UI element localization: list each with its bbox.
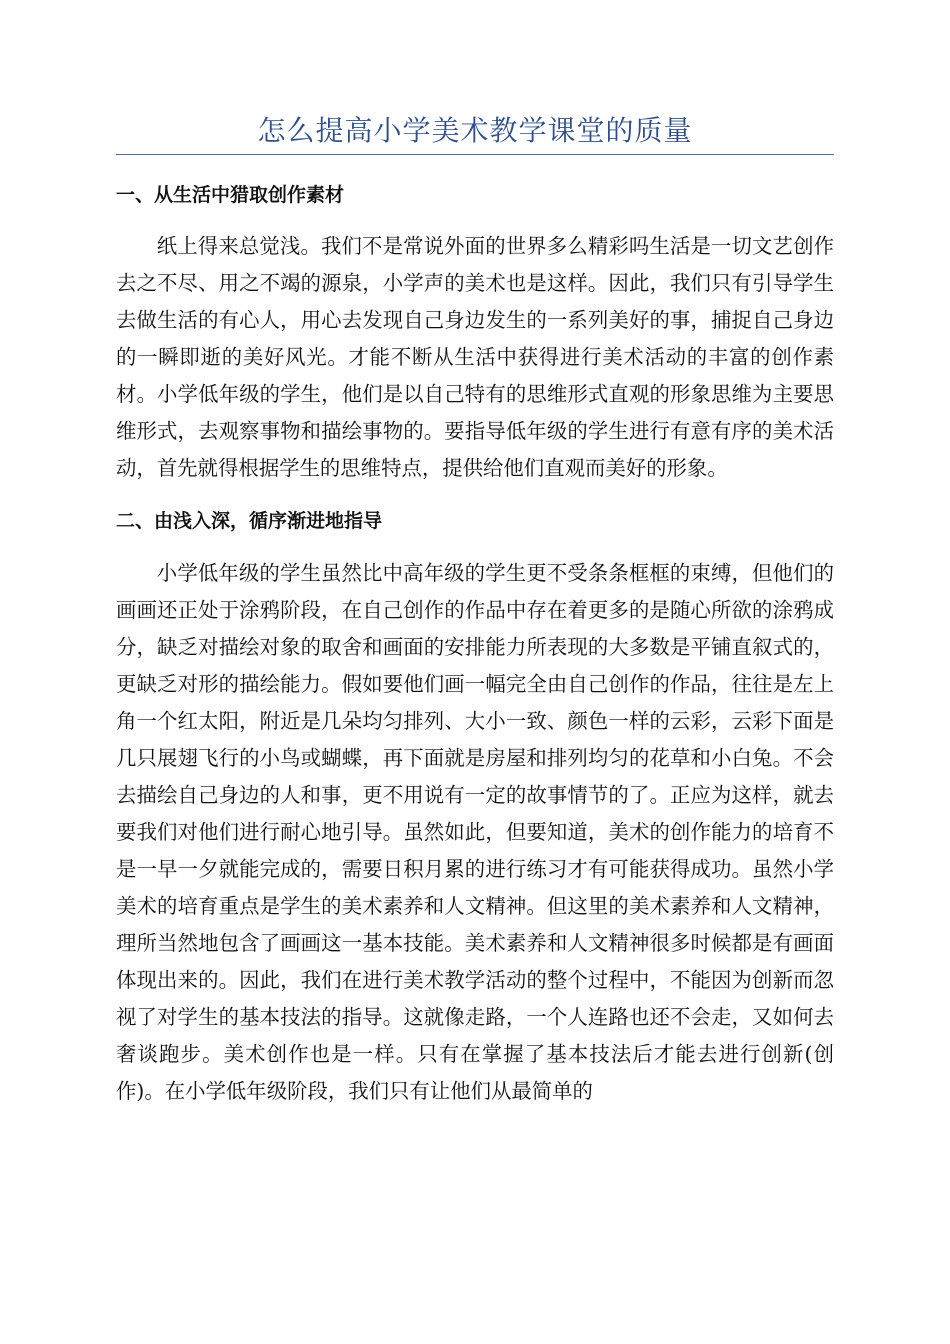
- section-paragraph: 纸上得来总觉浅。我们不是常说外面的世界多么精彩吗生活是一切文艺创作去之不尽、用之不竭的源泉，小学声的美术也是这样。因此，我们只有引导学生去做生活的有心人，用心去发现自己身边发生的一系列美好的事，捕捉自己身边的一瞬即逝的美好风光。才能不断从生活中获得进行美术活动的丰富的创作素材。小学低年级的学生，他们是以自己特有的思维形式直观的形象思维为主要思维形式，去观察事物和描绘事物的。要指导低年级的学生进行有意有序的美术活动，首先就得根据学生的思维特点，提供给他们直观而美好的形象。: [116, 234, 834, 480]
- title-underline: [116, 154, 834, 155]
- section-1: [116, 181, 834, 487]
- section-heading: 一、从生活中猎取创作素材: [116, 184, 345, 206]
- section-heading: 二、由浅入深，循序渐进地指导: [116, 510, 383, 532]
- document-page: [116, 0, 834, 1110]
- section-2: [116, 507, 834, 1110]
- section-paragraph: 小学低年级的学生虽然比中高年级的学生更不受条条框框的束缚，但他们的画画还正处于涂鸦阶段，在自己创作的作品中存在着更多的是随心所欲的涂鸦成分，缺乏对描绘对象的取舍和画面的安排能力所表现的大多数是平铺直叙式的，更缺乏对形的描绘能力。假如要他们画一幅完全由自己创作的作品，往往是左上角一个红太阳，附近是几朵均匀排列、大小一致、颜色一样的云彩，云彩下面是几只展翅飞行的小鸟或蝴蝶，再下面就是房屋和排列均匀的花草和小白兔。不会去描绘自己身边的人和事，更不用说有一定的故事情节的了。正应为这样，就去要我们对他们进行耐心地引导。虽然如此，但要知道，美术的创作能力的培育不是一早一夕就能完成的，需要日积月累的进行练习才有可能获得成功。虽然小学美术的培育重点是学生的美术素养和人文精神。但这里的美术素养和人文精神，理所当然地包含了画画这一基本技能。美术素养和人文精神很多时候都是有画面体现出来的。因此，我们在进行美术教学活动的整个过程中，不能因为创新而忽视了对学生的基本技法的指导。这就像走路，一个人连路也还不会走，又如何去奢谈跑步。美术创作也是一样。只有在掌握了基本技法后才能去进行创新(创作)。在小学低年级阶段，我们只有让他们从最简单的: [116, 561, 834, 1103]
- document-title: 怎么提高小学美术教学课堂的质量: [257, 114, 693, 147]
